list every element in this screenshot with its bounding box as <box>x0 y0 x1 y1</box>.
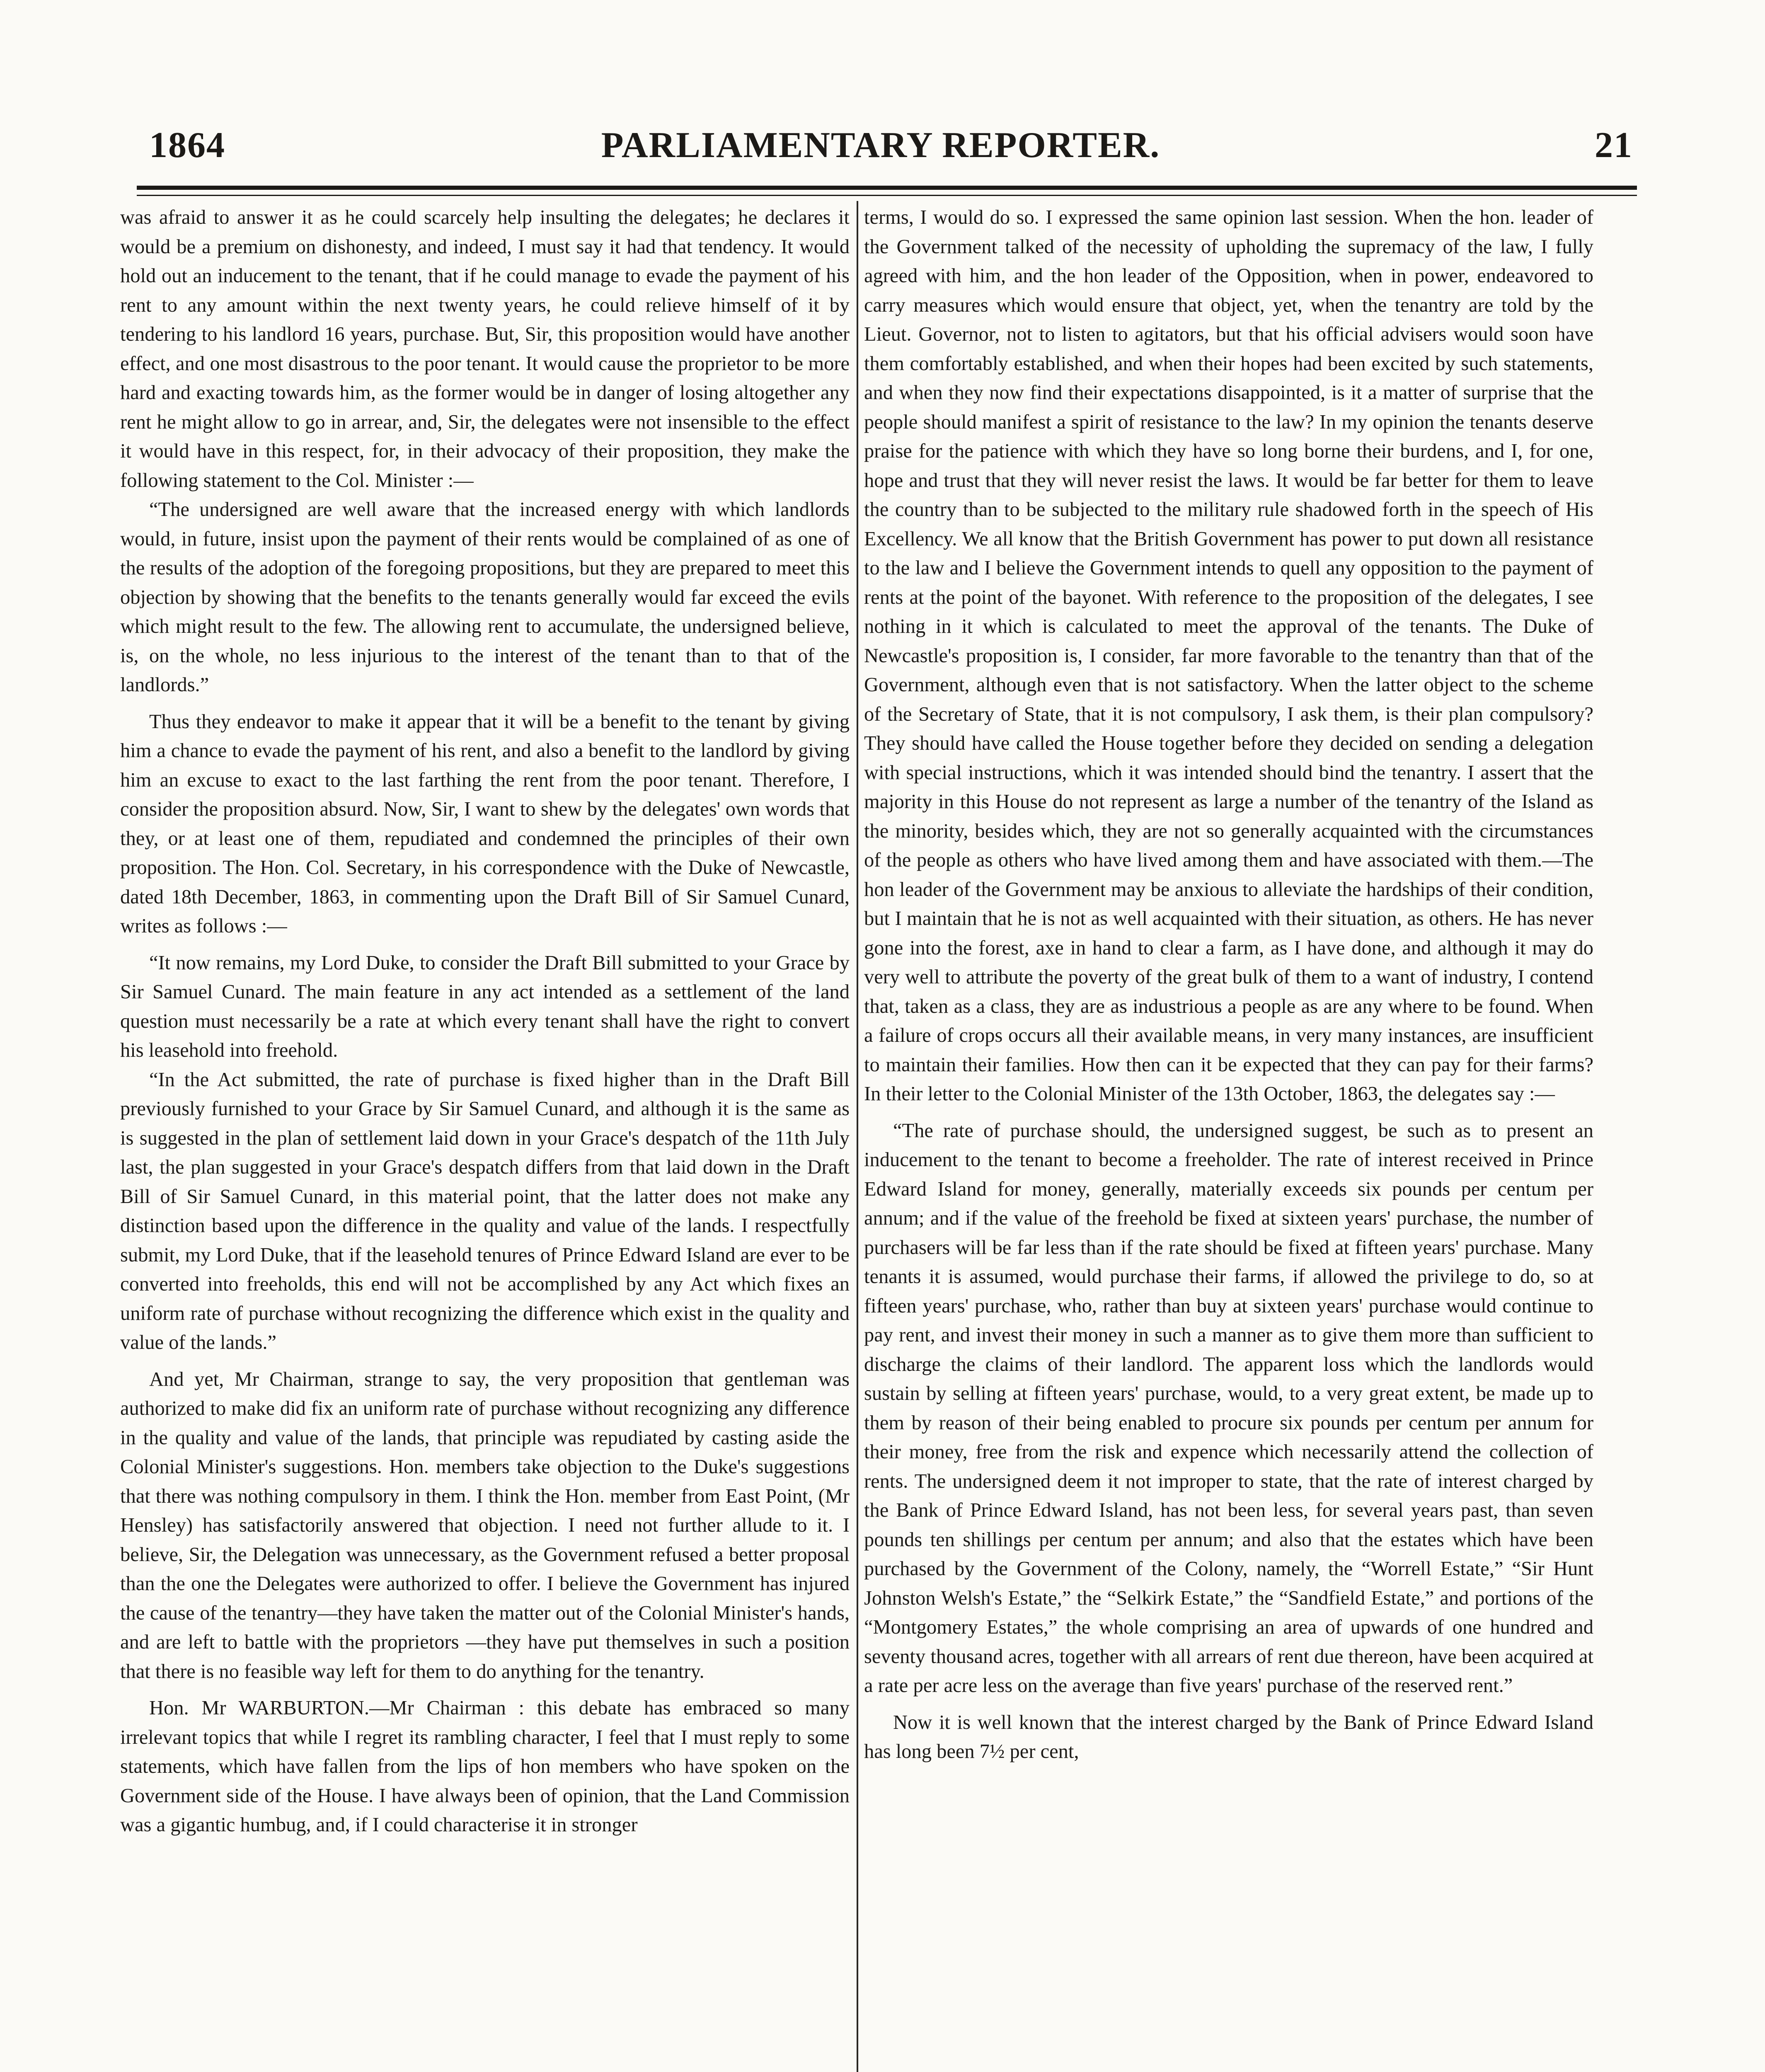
left-column <box>120 203 850 2072</box>
quoted-paragraph: “In the Act submitted, the rate of purchase is fixed higher than in the Draft Bill previously furnished to your Grace by Sir Samuel Cunard, and although it is the same as is suggested in the plan of settlement laid down in your Grace's despatch of the 11th July last, the plan suggested in your Grace's despatch differs from that laid down in the Draft Bill of Sir Samuel Cunard, in this material point, that the latter does not make any distinction based upon the difference in the quality and value of the lands. I respectfully submit, my Lord Duke, that if the leasehold tenures of Prince Edward Island are ever to be converted into freeholds, this end will not be accomplished by any Act which fixes an uniform rate of purchase without recognizing the difference which exist in the quality and value of the lands.” <box>120 1068 850 1353</box>
quoted-paragraph: “The undersigned are well aware that the increased energy with which landlords would, in future, insist upon the payment of their rents would be complained of as one of the results of the adoption of the foregoing propositions, but they are prepared to meet this objection by showing that the benefits to the tenants generally would far exceed the evils which might result to the few. The allowing rent to accumulate, the undersigned believe, is, on the whole, no less injurious to the interest of the tenant than to that of the landlords.” <box>120 499 850 696</box>
page-header <box>124 124 1637 174</box>
quoted-paragraph: “It now remains, my Lord Duke, to consider the Draft Bill submitted to your Grace by Sir Samuel Cunard. The main feature in any act intended as a settlement of the land question must necessarily be a rate at which every tenant shall have the right to convert his leasehold into freehold. <box>120 951 850 1061</box>
right-column <box>864 203 1593 2072</box>
paragraph: And yet, Mr Chairman, strange to say, the very proposition that gentleman was authorized to make did fix an uniform rate of purchase without recognizing any difference in the quality and value of the lands, that principle was repudiated by casting aside the Colonial Minister's suggestions. Hon. members take objection to the Duke's suggestions that there was nothing compulsory in them. I think the Hon. member from East Point, (Mr Hensley) has satisfactorily answered that objection. I need not further allude to it. I believe, Sir, the Delegation was unnecessary, as the Government refused a better proposal than the one the Delegates were authorized to offer. I believe the Government has injured the cause of the tenantry—they have taken the matter out of the Colonial Minister's hands, and are left to battle with the proprietors —they have put themselves in such a position that there is no feasible way left for them to do anything for the tenantry. <box>120 1368 850 1682</box>
paragraph: Now it is well known that the interest charged by the Bank of Prince Edward Island has long been 7½ per cent, <box>864 1711 1593 1762</box>
speaker-paragraph: Hon. Mr WARBURTON.—Mr Chairman : this debate has embraced so many irrelevant topics that while I regret its rambling character, I feel that I must reply to some statements, which have fallen from the lips of hon members who have spoken on the Government side of the House. I have always been of opinion, that the Land Commission was a gigantic humbug, and, if I could characterise it in stronger <box>120 1697 850 1836</box>
header-title: PARLIAMENTARY REPORTER. <box>601 125 1160 165</box>
header-rule-thin <box>137 195 1637 196</box>
quoted-paragraph: “The rate of purchase should, the undersigned suggest, be such as to present an inducement to the tenant to become a freeholder. The rate of interest received in Prince Edward Island for money, generally, materially exceeds six pounds per centum per annum; and if the value of the freehold be fixed at sixteen years' purchase, the number of purchasers will be far less than if the rate should be fixed at fifteen years' purchase. Many tenants it is assumed, would purchase their farms, if allowed the privilege to do, so at fifteen years' purchase, who, rather than buy at sixteen years' purchase would continue to pay rent, and invest their money in such a manner as to give them more than sufficient to discharge the claims of their landlord. The apparent loss which the landlords would sustain by selling at fifteen years' purchase, would, to a very great extent, be made up to them by reason of their being enabled to procure six pounds per centum per annum for their money, free from the risk and expence which necessarily attend the collection of rents. The undersigned deem it not improper to state, that the rate of interest charged by the Bank of Prince Edward Island, has not been less, for several years past, than seven pounds ten shillings per centum per annum; and also that the estates which have been purchased by the Government of the Colony, namely, the “Worrell Estate,” “Sir Hunt Johnston Welsh's Estate,” the “Selkirk Estate,” the “Sandfield Estate,” and portions of the “Montgomery Estates,” the whole comprising an area of upwards of one hundred and seventy thousand acres, together with all arrears of rent due thereon, have been acquired at a rate per acre less on the average than five years' purchase of the reserved rent.” <box>864 1119 1593 1697</box>
paragraph: Thus they endeavor to make it appear that it will be a benefit to the tenant by giving him a chance to evade the payment of his rent, and also a benefit to the landlord by giving him an excuse to exact to the last farthing the rent from the poor tenant. Therefore, I consider the proposition absurd. Now, Sir, I want to shew by the delegates' own words that they, or at least one of them, repudiated and condemned the principles of their own proposition. The Hon. Col. Secretary, in his correspondence with the Duke of Newcastle, dated 18th December, 1863, in commenting upon the Draft Bill of Sir Samuel Cunard, writes as follows :— <box>120 710 850 937</box>
header-year: 1864 <box>149 125 225 165</box>
header-rule-thick <box>137 186 1637 190</box>
paragraph: terms, I would do so. I expressed the same opinion last session. When the hon. leader of the Government talked of the necessity of upholding the supremacy of the law, I fully agreed with him, and the hon leader of the Opposition, when in power, endeavored to carry measures which would ensure that object, yet, when the tenantry are told by the Lieut. Governor, not to listen to agitators, but that his official advisers would soon have them comfortably established, and when their hopes had been excited by such statements, and when they now find their expectations disappointed, is it a matter of surprise that the people should manifest a spirit of resistance to the law? In my opinion the tenants deserve praise for the patience with which they have so long borne their burdens, and I, for one, hope and trust that they will never resist the laws. It would be far better for them to leave the country than to be subjected to the military rule shadowed forth in the speech of His Excellency. We all know that the British Government has power to put down all resistance to the law and I believe the Government intends to quell any opposition to the payment of rents at the point of the bayonet. With reference to the proposition of the delegates, I see nothing in it which is calculated to meet the approval of the tenants. The Duke of Newcastle's proposition is, I consider, far more favorable to the tenantry than that of the Government, although even that is not satisfactory. When the latter object to the scheme of the Secretary of State, that it is not compulsory, I ask them, is their plan compulsory? They should have called the House together before they decided on sending a delegation with special instructions, which it was intended should bind the tenantry. I assert that the majority in this House do not represent as large a number of the tenantry of the Island as the minority, besides which, they are not so generally acquainted with the circumstances of the people as others who have lived among them and have associated with them.—The hon leader of the Government may be anxious to alleviate the hardships of their condition, but I maintain that he is not as well acquainted with their situation, as others. He has never gone into the forest, axe in hand to clear a farm, as I have done, and although it may do very well to attribute the poverty of the great bulk of them to a want of industry, I contend that, taken as a class, they are as industrious a people as are any where to be found. When a failure of crops occurs all their available means, in very many instances, are insufficient to maintain their families. How then can it be expected that they can pay for their farms? In their letter to the Colonial Minister of the 13th October, 1863, the delegates say :— <box>864 206 1593 1105</box>
column-divider <box>857 201 858 2072</box>
paragraph: was afraid to answer it as he could scarcely help insulting the delegates; he declares it would be a premium on dishonesty, and indeed, I must say it had that tendency. It would hold out an inducement to the tenant, that if he could manage to evade the payment of his rent to any amount within the next twenty years, he could relieve himself of it by tendering to his landlord 16 years, purchase. But, Sir, this proposition would have another effect, and one most disastrous to the poor tenant. It would cause the proprietor to be more hard and exacting towards him, as the former would be in danger of losing altogether any rent he might allow to go in arrear, and, Sir, the delegates were not insensible to the effect it would have in this respect, for, in their advocacy of their proposition, they make the following statement to the Col. Minister :— <box>120 206 850 491</box>
header-page-number: 21 <box>1595 125 1633 165</box>
